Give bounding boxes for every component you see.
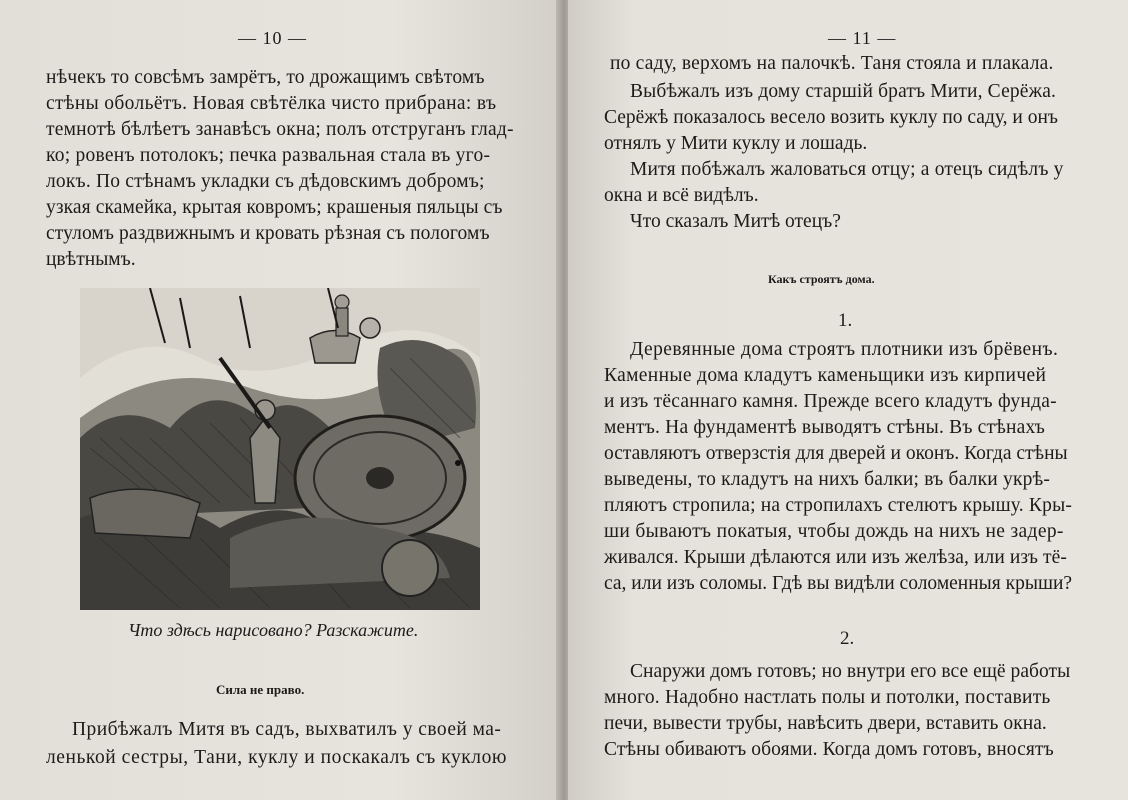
- text-line: Стѣны обиваютъ обоями. Когда домъ готовъ, вносятъ: [604, 739, 1054, 760]
- text-line: Что сказалъ Митѣ отецъ?: [630, 211, 841, 232]
- text-line: оставляютъ отверзстія для дверей и оконъ. Когда стѣны: [604, 443, 1068, 464]
- text-line: Митя побѣжалъ жаловаться отцу; а отецъ сидѣлъ у: [630, 159, 1064, 180]
- text-line: Прибѣжалъ Митя въ садъ, выхватилъ у своей ма-: [72, 719, 502, 740]
- text-line: пляютъ стропила; на стропилахъ стелютъ крышу. Кры-: [604, 495, 1073, 516]
- page-number-left: — 10 —: [238, 28, 307, 48]
- section-title: Какъ строятъ дома.: [768, 272, 875, 286]
- text-line: локъ. По стѣнамъ укладки съ дѣдовскимъ добромъ;: [46, 171, 485, 192]
- text-line: отнялъ у Мити куклу и лошадь.: [604, 133, 868, 154]
- text-line: много. Надобно настлать полы и потолки, поставить: [604, 687, 1051, 708]
- page-number-right: — 11 —: [828, 28, 897, 48]
- text-line: узкая скамейка, крытая ковромъ; крашеныя пяльцы съ: [46, 197, 503, 218]
- battle-engraving-illustration: [80, 288, 480, 610]
- text-line: ленькой сестры, Тани, куклу и поскакалъ съ куклою: [46, 747, 507, 768]
- story-title: Сила не право.: [216, 682, 305, 697]
- text-line: стуломъ раздвижнымъ и кровать рѣзная съ пологомъ: [46, 223, 490, 244]
- text-line: по саду, верхомъ на палочкѣ. Таня стояла и плакала.: [610, 53, 1054, 74]
- text-line: са, или изъ соломы. Гдѣ вы видѣли соломенныя крыши?: [604, 573, 1073, 594]
- text-line: живался. Крыши дѣлаются или изъ желѣза, или изъ тё-: [604, 547, 1067, 568]
- section-number: 1.: [838, 310, 853, 331]
- text-line: ши бываютъ покатыя, чтобы дождь на нихъ не задер-: [604, 521, 1064, 542]
- text-line: окна и всё видѣлъ.: [604, 185, 759, 206]
- text-line: Выбѣжалъ изъ дому старшій братъ Мити, Серёжа.: [630, 81, 1057, 102]
- text-line: Деревянные дома строятъ плотники изъ брёвенъ.: [630, 339, 1059, 360]
- text-line: стѣны обольётъ. Новая свѣтёлка чисто прибрана: въ: [46, 93, 497, 114]
- text-line: Снаружи домъ готовъ; но внутри его все ещё работы: [630, 661, 1071, 682]
- text-line: Серёжѣ показалось весело возить куклу по саду, и онъ: [604, 107, 1059, 128]
- illustration-caption: Что здѣсь нарисовано? Разскажите.: [128, 620, 419, 640]
- text-line: цвѣтнымъ.: [46, 249, 136, 270]
- text-line: ментъ. На фундаментѣ выводятъ стѣны. Въ стѣнахъ: [604, 417, 1046, 438]
- right-page: [568, 0, 1128, 800]
- text-line: выведены, то кладутъ на нихъ балки; въ балки укрѣ-: [604, 469, 1051, 490]
- section-number: 2.: [840, 628, 855, 649]
- left-page: [0, 0, 560, 800]
- text-line: темнотѣ бѣлѣетъ занавѣсъ окна; полъ отструганъ глад-: [46, 119, 514, 140]
- text-line: Каменные дома кладутъ каменьщики изъ кирпичей: [604, 365, 1047, 386]
- text-line: печи, вывести трубы, навѣсить двери, вставить окна.: [604, 713, 1047, 734]
- text-line: ко; ровенъ потолокъ; печка развальная стала въ уго-: [46, 145, 491, 166]
- text-line: и изъ тёсаннаго камня. Прежде всего кладутъ фунда-: [604, 391, 1057, 412]
- text-line: нѣчекъ то совсѣмъ замрётъ, то дрожащимъ свѣтомъ: [46, 67, 485, 88]
